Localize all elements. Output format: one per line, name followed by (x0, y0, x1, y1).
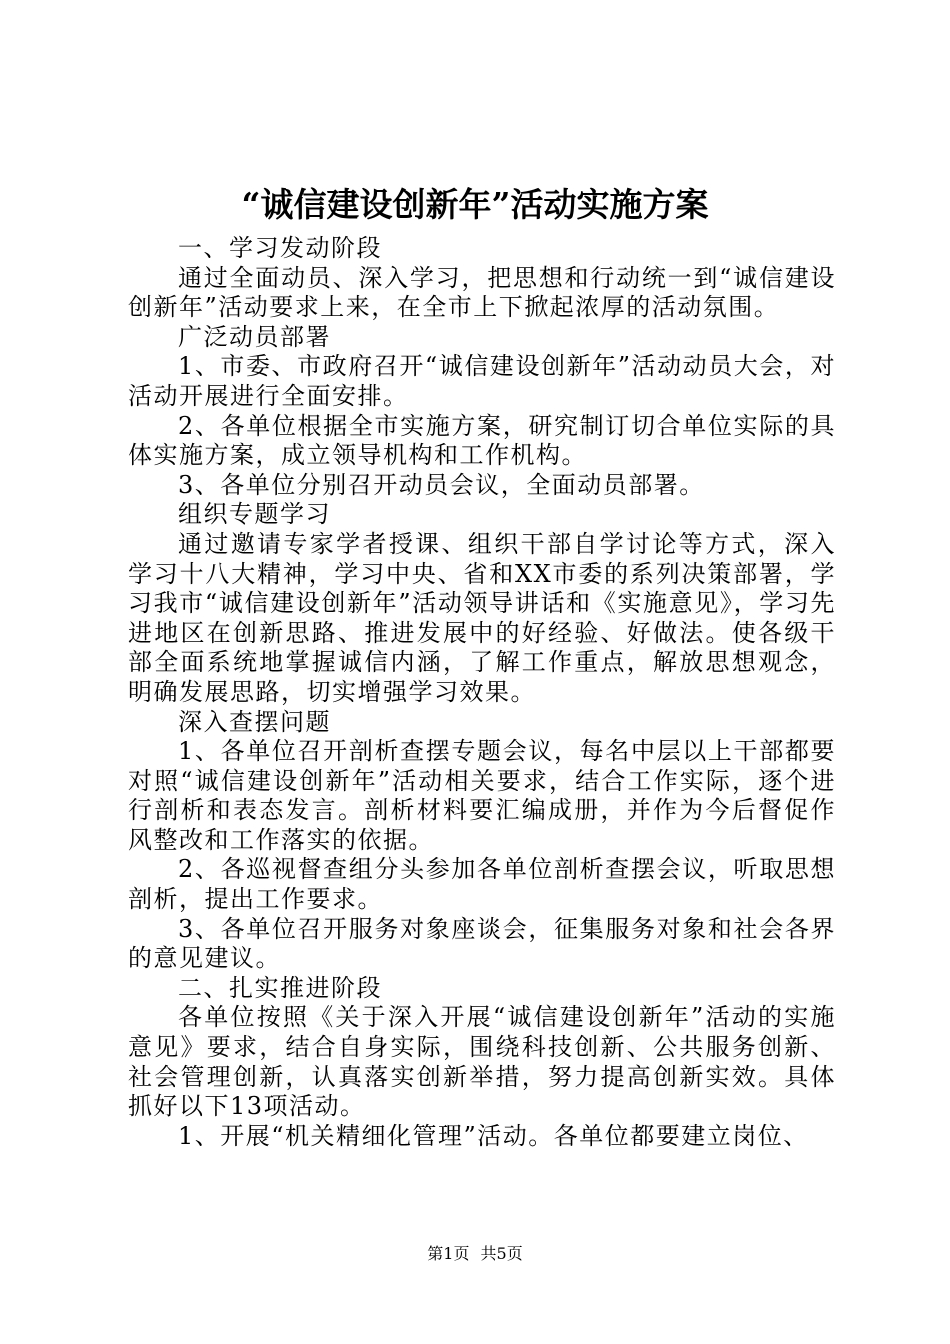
document-body (128, 234, 836, 1151)
list-item: 2、各巡视督查组分头参加各单位剖析查摆会议，听取思想剖析，提出工作要求。 (128, 855, 836, 914)
subsection-heading: 深入查摆问题 (178, 707, 331, 736)
subsection-heading: 组织专题学习 (178, 500, 331, 529)
list-item: 1、各单位召开剖析查摆专题会议，每名中层以上干部都要对照“诚信建设创新年”活动相关要求，结合工作实际，逐个进行剖析和表态发言。剖析材料要汇编成册，并作为今后督促作风整改和工作落实的依据。 (128, 737, 836, 854)
list-item: 1、开展“机关精细化管理”活动。各单位都要建立岗位、 (178, 1121, 809, 1150)
list-item: 3、各单位分别召开动员会议，全面动员部署。 (178, 470, 705, 499)
paragraph: 通过邀请专家学者授课、组织干部自学讨论等方式，深入学习十八大精神，学习中央、省和XX市委的系列决策部署，学习我市“诚信建设创新年”活动领导讲话和《实施意见》，学习先进地区在创新思路、推进发展中的好经验、好做法。使各级干部全面系统地掌握诚信内涵，了解工作重点，解放思想观念，明确发展思路，切实增强学习效果。 (128, 529, 836, 706)
section-heading: 一、学习发动阶段 (178, 234, 382, 262)
document-title: “诚信建设创新年”活动实施方案 (241, 185, 709, 224)
paragraph: 通过全面动员、深入学习，把思想和行动统一到“诚信建设创新年”活动要求上来，在全市上下掀起浓厚的活动氛围。 (128, 263, 836, 322)
page-total: 共5页 (480, 1244, 523, 1263)
list-item: 2、各单位根据全市实施方案，研究制订切合单位实际的具体实施方案，成立领导机构和工作机构。 (128, 411, 836, 470)
list-item: 3、各单位召开服务对象座谈会，征集服务对象和社会各界的意见建议。 (128, 914, 836, 973)
paragraph: 各单位按照《关于深入开展“诚信建设创新年”活动的实施意见》要求，结合自身实际，围绕科技创新、公共服务创新、社会管理创新，认真落实创新举措，努力提高创新实效。具体抓好以下13项活动。 (128, 1003, 836, 1121)
list-item: 1、市委、市政府召开“诚信建设创新年”活动动员大会，对活动开展进行全面安排。 (128, 352, 836, 410)
subsection-heading: 广泛动员部署 (178, 322, 331, 351)
section-heading: 二、扎实推进阶段 (178, 973, 382, 1002)
page-number: 第1页 (427, 1244, 470, 1263)
page-footer (0, 1244, 950, 1264)
